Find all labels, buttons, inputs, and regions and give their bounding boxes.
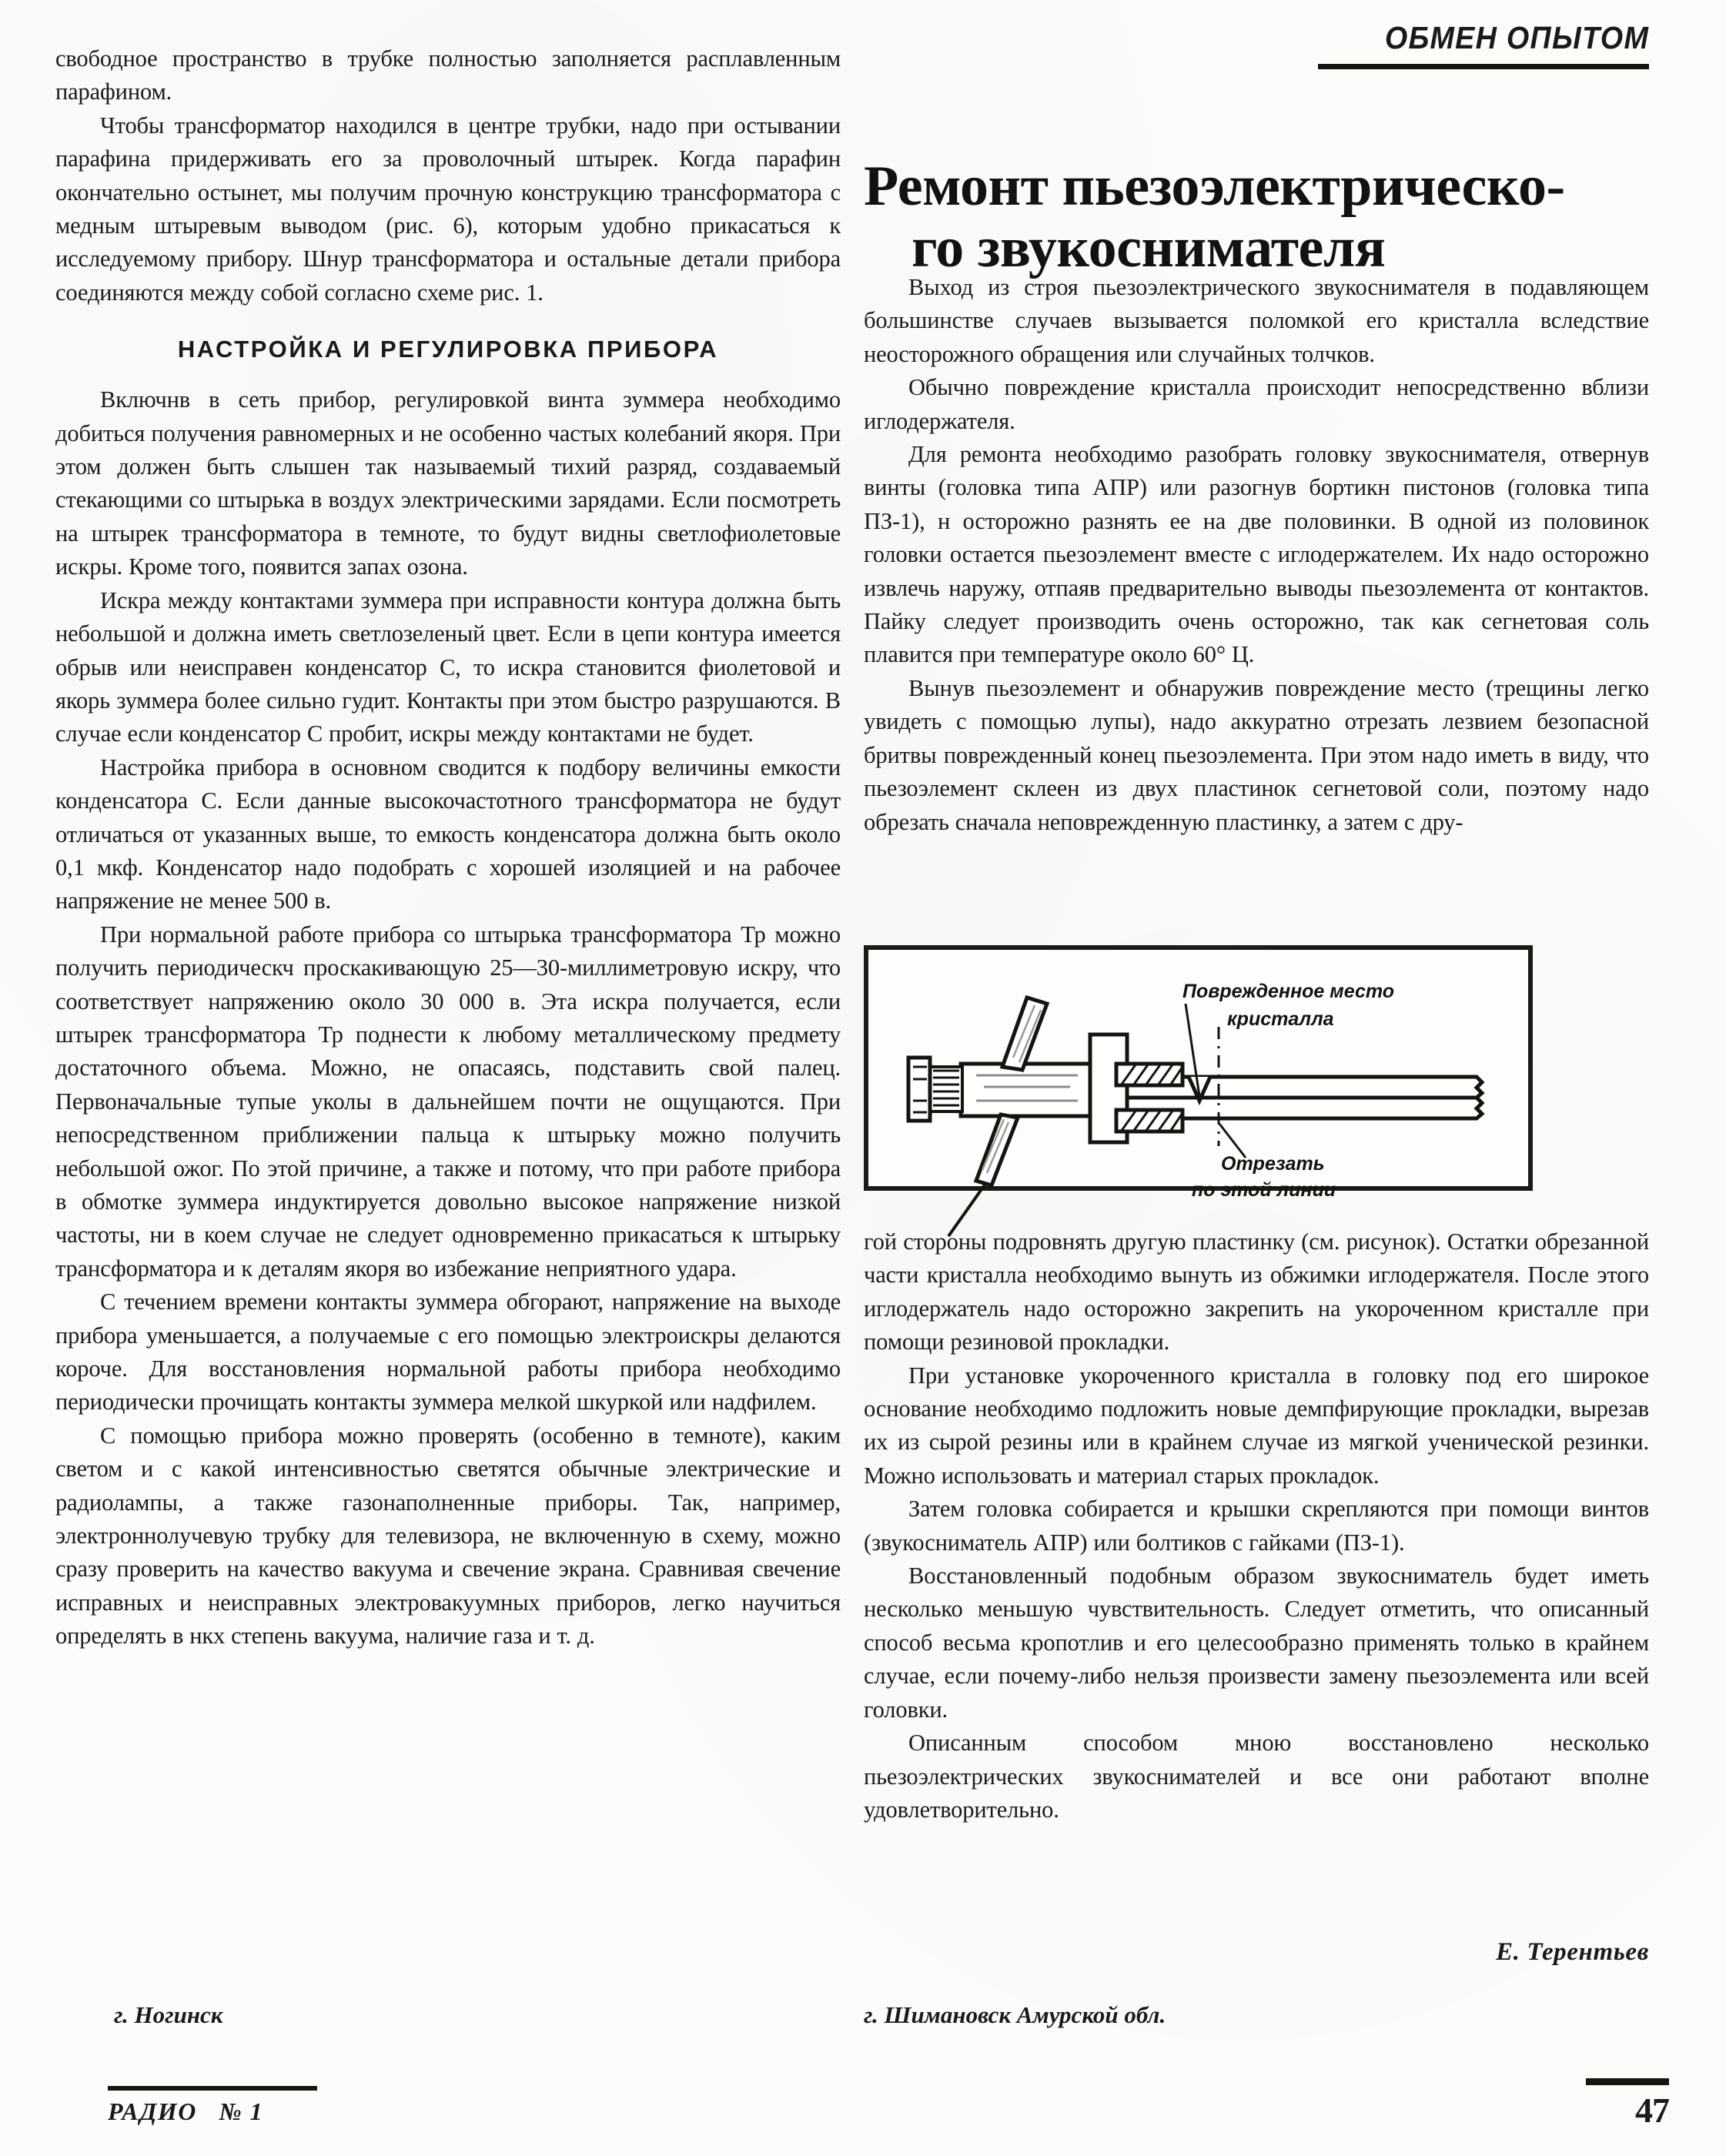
damage-label-line-1: Поврежденное место [1182,981,1395,1002]
rubric-underline [1318,64,1649,69]
footer-masthead-label: РАДИО № 1 [108,2098,264,2125]
article-author: Е. Терентьев [1496,1938,1649,1966]
figure-drawing [868,950,1528,1201]
article-title [861,155,1654,279]
paragraph: Настройка прибора в основном сводится к подбору величины емкости конденсатора C. Если данные высокочастотного трансформатора не будут отличаться от указанных выше, то емкость конденсатора должна быть около 0,1 мкф. Конденсатор надо подобрать с хорошей изоляцией и на рабочее напряжение не менее 500 в. [55,754,841,914]
paragraph: гой стороны подровнять другую пластинку (см. рисунок). Остатки обрезанной части кристалла необходимо вынуть из обжимки иглодержателя. После этого иглодержатель надо осторожно закрепить на укороченном кристалле при помощи резиновой прокладки. [864,1228,1649,1355]
paragraph: Для ремонта необходимо разобрать головку звукоснимателя, отвернув винты (головка типа АПР) или разогнув бортикн пистонов (головка типа ПЗ-1), н осторожно разнять ее на две половинки. В одной из половинок головки остается пьезоэлемент вместе с иглодержателем. Их надо осторожно извлечь наружу, отпаяв предварительно выводы пьезоэлемента от контактов. Пайку следует производить очень осторожно, так как сегнетовая соль плавится при температуре около 60° Ц. [864,441,1649,668]
left-article-city: г. Ногинск [114,2001,223,2028]
right-column-top [864,271,1649,839]
right-column-bottom [864,1225,1649,1827]
paragraph: Чтобы трансформатор находился в центре трубки, надо при остывании парафина придерживать его за проволочный штырек. Когда парафин окончательно остынет, мы получим прочную конструкцию трансформатора с медным штыревым выводом (рис. 6), которым удобно прикасаться к исследуемому прибору. Шнур трансформатора и остальные детали прибора соединяются между собой согласно схеме рис. 1. [55,112,841,306]
holder-shank [961,1064,1090,1116]
paragraph: Искра между контактами зуммера при исправности контура должна быть небольшой и должна иметь светлозеленый цвет. Если в цепи контура имеется обрыв или неисправен конденсатор C, то искра становится фиолетовой и якорь зуммера более сильно гудит. Контакты при этом быстро разрушаются. В случае если конденсатор C пробит, искры между контактами не будет. [55,587,841,747]
right-article-city: г. Шимановск Амурской обл. [864,2001,1166,2028]
left-column [55,42,841,1653]
paragraph: Вынув пьезоэлемент и обнаружив повреждение место (трещины легко увидеть с помощью лупы), надо аккуратно отрезать лезвием безопасной бритвы поврежденный конец пьезоэлемента. При этом надо иметь в виду, что пьезоэлемент склеен из двух пластинок сегнетовой соли, поэтому надо обрезать сначала неповрежденную пластинку, а затем с дру- [864,674,1649,835]
page-number: 47 [1635,2091,1669,2130]
paragraph: Обычно повреждение кристалла происходит непосредственно вблизи иглодержателя. [864,374,1649,434]
paragraph: При установке укороченного кристалла в головку под его широкое основание необходимо подложить новые демпфирующие прокладки, вырезав их из сырой резины или в крайнем случае из мягкой ученической резинки. Можно использовать и материал старых прокладок. [864,1362,1649,1489]
footer-masthead [108,2086,317,2126]
paragraph: Восстановленный подобным образом звукосниматель будет иметь несколько меньшую чувствительность. Следует отметить, что описанный способ весьма кропотлив и его целесообразно применять только в крайнем случае, если почему-либо нельзя произвести замену пьезоэлемента или всей головки. [864,1563,1649,1723]
figure-pickup-crystal-diagram [864,945,1533,1201]
paragraph: При нормальной работе прибора со штырька трансформатора Тр можно получить периодическч проскакивающую 25—30-миллиметровую искру, что соответствует напряжению около 30 000 в. Эта искра получается, если штырек трансформатора Тр поднести к любому металлическому предмету достаточного объема. Можно, не опасаясь, подставить свой палец. Первоначальные тупые уколы в дальнейшем почти не ощущаются. При непосредственном приближении пальца к штырьку можно получить небольшой ожог. По этой причине, а также и потому, что при работе прибора в обмотке зуммера индуктируется довольно высокое напряжение низкой частоты, ни в коем случае не следует одновременно прикасаться к штырьку трансформатора и к деталям якоря во избежание неприятного удара. [55,921,841,1282]
paragraph: Включнв в сеть прибор, регулировкой винта зуммера необходимо добиться получения равномерных и не особенно частых колебаний якоря. При этом должен быть слышен так называемый тихий разряд, создаваемый стекающими со штырька в воздух электрическими зарядами. Если посмотреть на штырек трансформатора в темноте, то будут видны светлофиолетовые искры. Кроме того, появится запах озона. [55,386,841,580]
paragraph: С течением времени контакты зуммера обгорают, напряжение на выходе прибора уменьшается, а получаемые с его помощью электроискры делаются короче. Для восстановления нормальной работы прибора необходимо периодически прочищать контакты зуммера мелкой шкуркой или надфилем. [55,1289,841,1416]
rubric-block [864,20,1649,69]
paragraph: С помощью прибора можно проверять (особенно в темноте), каким светом и с какой интенсивностью светятся обычные электрические и радиолампы, а также газонаполненные приборы. Так, например, электроннолучевую трубку для телевизора, не включенную в схему, можно сразу проверить на качество вакуума и свечение экрана. Сравнивая свечение исправных и неисправных электровакуумных приборов, легко научиться определять в нкх степень вакуума, наличие газа и т. д. [55,1422,841,1650]
page-number-rule [1586,2078,1669,2085]
paragraph: Описанным способом мною восстановлено несколько пьезоэлектрических звукоснимателей и все они работают вполне удовлетворительно. [864,1730,1649,1823]
section-heading: НАСТРОЙКА И РЕГУЛИРОВКА ПРИБОРА [177,336,719,363]
paragraph: Затем головка собирается и крышки скрепляются при помощи винтов (звукосниматель АПР) или болтиков с гайками (ПЗ-1). [864,1496,1649,1556]
cut-label-line-1: Отрезать [1221,1153,1325,1175]
page-number-block [1586,2078,1669,2131]
article-title-line-2: го звукоснимателя [912,216,1386,279]
footer-rule [108,2086,317,2091]
paragraph: свободное пространство в трубке полностью заполняется расплавленным парафином. [55,45,841,105]
rubric-label: ОБМЕН ОПЫТОМ [1384,20,1649,55]
paragraph: Выход из строя пьезоэлектрического звукоснимателя в подавляющем большинстве случаев вызывается поломкой его кристалла вследствие неосторожного обращения или случайных толчков. [864,274,1649,367]
cut-label-line-2: по этой линии [1192,1179,1336,1201]
article-title-line-1: Ремонт пьезоэлектрическо- [864,154,1565,218]
damage-label-line-2: кристалла [1227,1008,1334,1030]
